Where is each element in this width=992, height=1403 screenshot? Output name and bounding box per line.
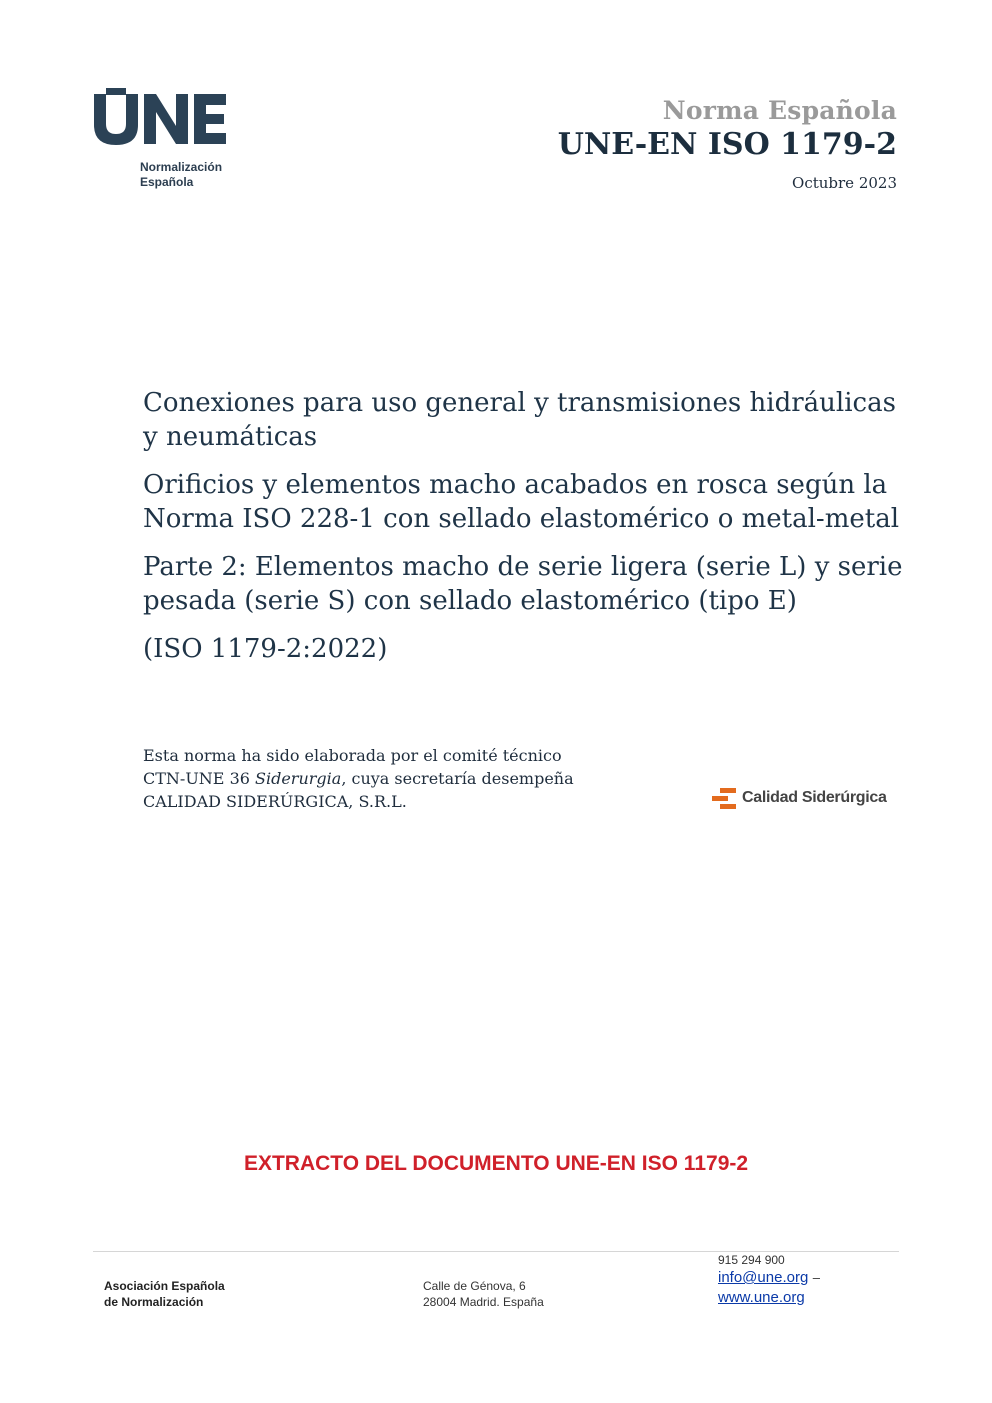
standard-date: Octubre 2023 [792, 174, 897, 192]
footer-addr-line1: Calle de Génova, 6 [423, 1279, 526, 1293]
committee-line3: CALIDAD SIDERÚRGICA, S.R.L. [143, 792, 407, 811]
document-titles [143, 386, 913, 680]
logo-sub-line1: Normalización [140, 160, 223, 174]
email-link[interactable]: info@une.org [718, 1269, 809, 1286]
title-sub: Orificios y elementos macho acabados en rosca según la Norma ISO 228-1 con sellado elastomérico o metal-metal [143, 470, 900, 534]
une-logo [92, 88, 232, 198]
committee-statement [143, 744, 663, 813]
standard-code: UNE-EN ISO 1179-2 [557, 127, 897, 162]
calidad-siderurgica-wordmark: Calidad Siderúrgica [742, 789, 887, 806]
logo-subtitle [140, 160, 222, 190]
title-main: Conexiones para uso general y transmisiones hidráulicas y neumáticas [143, 388, 896, 452]
standard-label: Norma Española [662, 96, 897, 125]
committee-name: Siderurgia [255, 769, 342, 788]
committee-line2-prefix: CTN-UNE 36 [143, 769, 256, 788]
steel-stack-icon [710, 788, 738, 810]
footer-address [423, 1278, 544, 1310]
committee-line2-suffix: , cuya secretaría desempeña [341, 769, 574, 788]
footer-assoc-line1: Asociación Española [104, 1279, 225, 1293]
footer-assoc-line2: de Normalización [104, 1295, 204, 1309]
extract-notice: EXTRACTO DEL DOCUMENTO UNE-EN ISO 1179-2 [243, 1152, 749, 1175]
website-link[interactable]: www.une.org [718, 1289, 805, 1306]
footer-contact [718, 1252, 820, 1308]
committee-line1: Esta norma ha sido elaborada por el comité técnico [143, 746, 562, 765]
footer-phone: 915 294 900 [718, 1253, 785, 1267]
une-wordmark-icon [92, 88, 227, 146]
footer-addr-line2: 28004 Madrid. España [423, 1295, 544, 1309]
committee-line2 [143, 767, 663, 790]
calidad-siderurgica-logo [710, 786, 887, 812]
link-separator: – [812, 1270, 820, 1285]
standard-header [558, 96, 897, 192]
title-part: Parte 2: Elementos macho de serie ligera (serie L) y serie pesada (serie S) con sellado elastomérico (tipo E) [143, 552, 903, 616]
footer-organization [104, 1278, 225, 1310]
logo-sub-line2: Española [140, 175, 194, 189]
title-iso-reference: (ISO 1179-2:2022) [143, 634, 388, 664]
